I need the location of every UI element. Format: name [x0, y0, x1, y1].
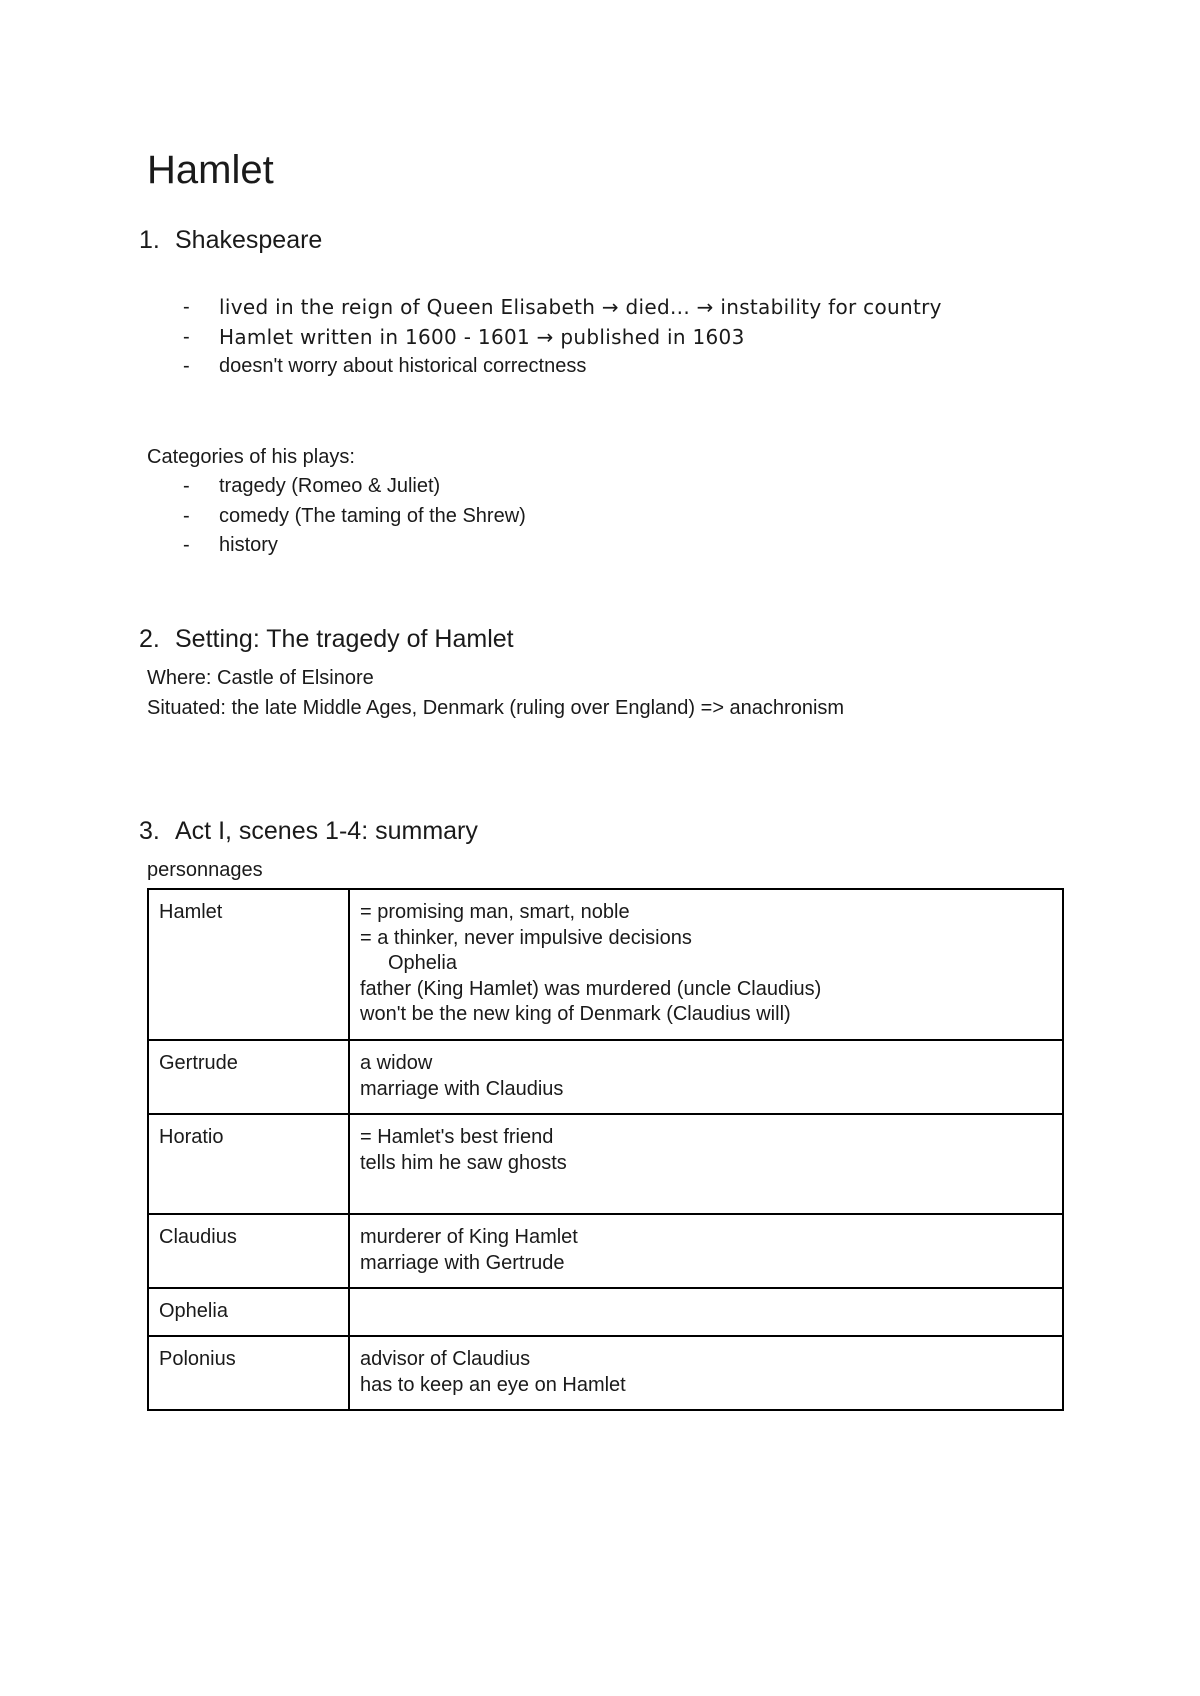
- section-1-heading: [139, 224, 322, 256]
- character-name: Claudius: [148, 1214, 349, 1288]
- description-line: a widow: [360, 1052, 433, 1074]
- description-line: marriage with Gertrude: [360, 1251, 565, 1274]
- character-name: Gertrude: [148, 1040, 349, 1114]
- description-line: Ophelia: [388, 952, 457, 974]
- description-line: = Hamlet's best friend: [360, 1126, 554, 1148]
- section-2-title: Setting: The tragedy of Hamlet: [175, 625, 514, 653]
- section-3-heading: [139, 815, 478, 847]
- description-line: = a thinker, never impulsive decisions: [360, 926, 692, 949]
- character-name: Hamlet: [148, 889, 349, 1040]
- categories-label: Categories of his plays:: [147, 446, 355, 468]
- table-row: [148, 1114, 1063, 1214]
- table-row: [148, 1288, 1063, 1336]
- section-2-heading: [139, 623, 514, 655]
- description-line: has to keep an eye on Hamlet: [360, 1373, 626, 1396]
- section-2-number: 2.: [139, 625, 160, 653]
- character-name: Ophelia: [148, 1288, 349, 1336]
- setting-where: Where: Castle of Elsinore: [147, 667, 374, 689]
- list-item-text: tragedy (Romeo & Juliet): [219, 475, 441, 497]
- bullet-dash: -: [183, 504, 190, 527]
- bullet-dash: -: [183, 355, 190, 377]
- table-label: personnages: [147, 859, 263, 881]
- list-item-text: history: [219, 534, 278, 556]
- table-row: [148, 1214, 1063, 1288]
- bullet-dash: -: [183, 325, 190, 348]
- description-line: won't be the new king of Denmark (Claudius will): [360, 1003, 791, 1025]
- bullet-dash: -: [183, 475, 190, 497]
- setting-situated: Situated: the late Middle Ages, Denmark (ruling over England) => anachronism: [147, 697, 845, 719]
- description-line: = promising man, smart, noble: [360, 901, 630, 923]
- list-item-text: comedy (The taming of the Shrew): [219, 504, 526, 527]
- bullet-dash: -: [183, 534, 190, 556]
- description-line: advisor of Claudius: [360, 1348, 531, 1370]
- description-line: murderer of King Hamlet: [360, 1226, 578, 1248]
- character-description: [349, 1040, 1063, 1114]
- character-description: [349, 889, 1063, 1040]
- description-line: tells him he saw ghosts: [360, 1151, 567, 1174]
- character-name: Horatio: [148, 1114, 349, 1214]
- character-description: [349, 1114, 1063, 1214]
- table-row: [148, 889, 1063, 1040]
- section-1-number: 1.: [139, 226, 160, 254]
- character-description: [349, 1288, 1063, 1336]
- document-title: Hamlet: [147, 148, 274, 192]
- character-description: [349, 1214, 1063, 1288]
- table-row: [148, 1336, 1063, 1410]
- table-row: [148, 1040, 1063, 1114]
- list-item-text: lived in the reign of Queen Elisabeth → died... → instability for country: [219, 295, 942, 319]
- section-1-title: Shakespeare: [175, 226, 323, 254]
- character-name: Polonius: [148, 1336, 349, 1410]
- list-item-text: Hamlet written in 1600 - 1601 → published in 1603: [219, 324, 745, 349]
- section-3-number: 3.: [139, 817, 160, 845]
- character-description: [349, 1336, 1063, 1410]
- description-line: marriage with Claudius: [360, 1077, 564, 1100]
- section-3-title: Act I, scenes 1-4: summary: [175, 817, 478, 845]
- list-item-text: doesn't worry about historical correctness: [219, 355, 587, 377]
- bullet-dash: -: [183, 296, 190, 318]
- characters-table: [147, 888, 1064, 1411]
- description-line: father (King Hamlet) was murdered (uncle Claudius): [360, 977, 822, 1000]
